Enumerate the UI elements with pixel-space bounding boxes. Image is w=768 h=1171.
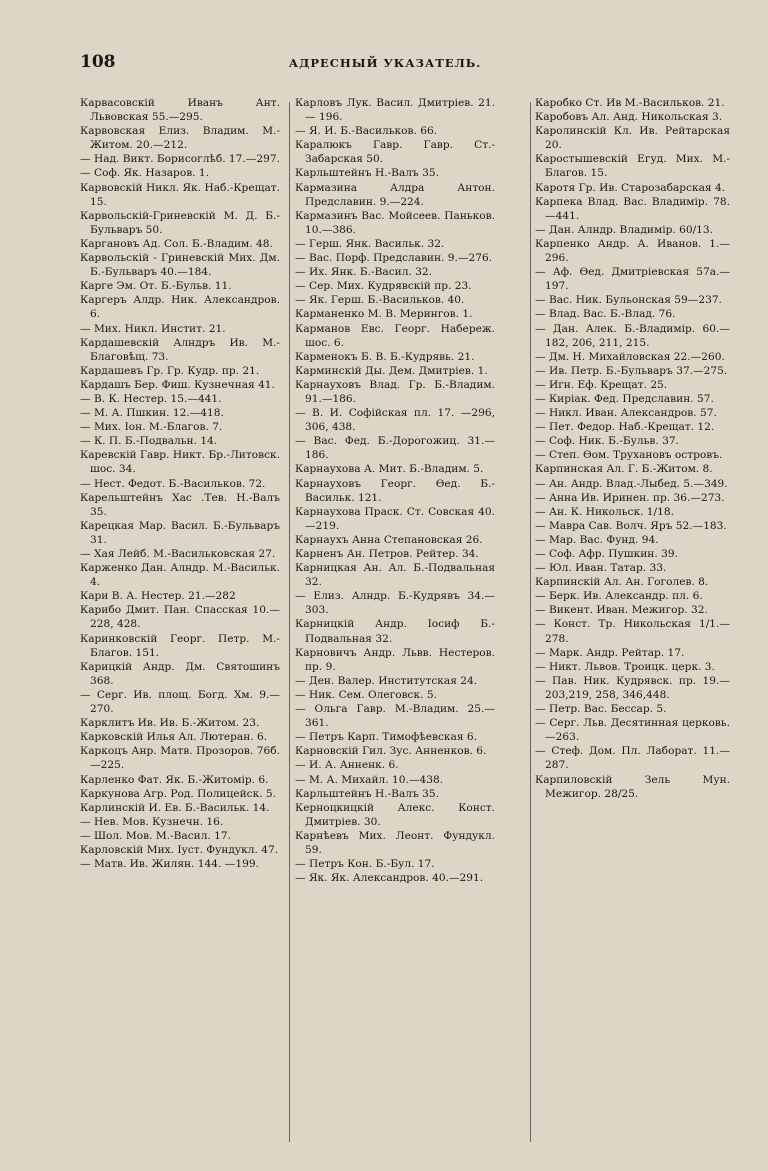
directory-entry: — Петр. Вас. Бессар. 5. bbox=[535, 703, 667, 716]
directory-entry: Каробко Ст. Ив М.-Васильков. 21. bbox=[535, 97, 725, 109]
directory-entry: Керноцкицкій Алекс. Конст. Дмитріев. 30. bbox=[295, 801, 495, 828]
directory-entry: — М. А. Пшкин. 12.—418. bbox=[80, 407, 224, 420]
directory-entry: Каростышевскій Егуд. Мих. М.-Благов. 15. bbox=[535, 153, 730, 180]
running-title: АДРЕСНЫЙ УКАЗАТЕЛЬ. bbox=[288, 56, 482, 70]
directory-entry: Карловскій Мих. Іуст. Фундукл. 47. bbox=[80, 843, 279, 856]
directory-entry: — Никл. Иван. Александров. 57. bbox=[535, 407, 717, 420]
directory-entry: Кардашъ Бер. Фиш. Кузнечная 41. bbox=[80, 378, 275, 391]
directory-entry: Карницкая Ан. Ал. Б.-Подвальная 32. bbox=[295, 562, 495, 589]
directory-entry: Карвасовскій Иванъ Ант. Львовская 55.—295. bbox=[80, 97, 280, 124]
directory-entry: Карленко Фат. Як. Б.-Житомір. 6. bbox=[80, 773, 269, 786]
directory-entry: Карковскій Илья Ал. Лютеран. 6. bbox=[80, 731, 268, 744]
directory-entry: Карнаухова А. Мит. Б.-Владим. 5. bbox=[295, 463, 484, 476]
directory-entry: Карменокъ Б. В. Б.-Кудрявь. 21. bbox=[295, 350, 475, 363]
directory-entry: — Шол. Мов. М.-Васил. 17. bbox=[80, 829, 232, 842]
directory-entry: Каринковскій Георг. Петр. М.-Благов. 151. bbox=[80, 632, 280, 659]
directory-entry: — Соф. Як. Назаров. 1. bbox=[80, 167, 209, 180]
directory-entry: Карминскій Ды. Дем. Дмитріев. 1. bbox=[295, 364, 488, 377]
directory-entry: — Ден. Валер. Институтская 24. bbox=[295, 674, 478, 687]
directory-entry: — Влад. Вас. Б.-Влад. 76. bbox=[535, 308, 676, 321]
directory-entry: Каралюкъ Гавр. Гавр. Ст.-Забарская 50. bbox=[295, 139, 495, 166]
directory-entry: — Ник. Сем. Олеговск. 5. bbox=[295, 688, 437, 701]
page-number: 108 bbox=[80, 52, 116, 72]
directory-entry: Карпека Влад. Вас. Владимір. 78.—441. bbox=[535, 195, 730, 222]
directory-entry: — Вас. Фед. Б.-Дорогожиц. 31.—186. bbox=[295, 435, 495, 462]
directory-entry: Карклитъ Ив. Ив. Б.-Житом. 23. bbox=[80, 717, 260, 730]
column-3 bbox=[535, 96, 730, 1146]
directory-entry: — Ив. Петр. Б.-Бульваръ 37.—275. bbox=[535, 364, 728, 377]
directory-entry: Карманенко М. В. Мерингов. 1. bbox=[295, 308, 473, 321]
directory-entry: — Дан. Алек. Б.-Владимір. 60.—182, 206, 211, 215. bbox=[535, 322, 730, 349]
directory-entry: Карвовскій Никл. Як. Наб.-Крещат. 15. bbox=[80, 181, 280, 208]
directory-entry: — Як. Як. Александров. 40.—291. bbox=[295, 872, 484, 885]
directory-entry: Карецкая Мар. Васил. Б.-Бульваръ 31. bbox=[80, 519, 280, 546]
directory-entry: — Серг. Льв. Десятинная церковь.—263. bbox=[535, 717, 730, 744]
directory-entry: — Пав. Ник. Кудрявск. пр. 19.—203,219, 258, 346,448. bbox=[535, 674, 730, 701]
directory-entry: Карвольскій-Гриневскій М. Д. Б.-Бульваръ 50. bbox=[80, 209, 280, 236]
directory-entry: — Ан. К. Никольск. 1/18. bbox=[535, 505, 674, 518]
directory-entry: — Анна Ив. Иринен. пр. 36.—273. bbox=[535, 491, 725, 504]
directory-entry: Карльштейнъ Н.-Валъ 35. bbox=[295, 787, 439, 800]
directory-entry: — Конст. Тр. Никольская 1/1.— 278. bbox=[535, 618, 730, 645]
directory-entry: — Мар. Вас. Фунд. 94. bbox=[535, 533, 659, 546]
directory-entry: Каргановъ Ад. Сол. Б.-Владим. 48. bbox=[80, 237, 273, 250]
directory-entry: Карвольскій - Гриневскій Мих. Дм. Б.-Бульваръ 40.—184. bbox=[80, 252, 280, 279]
directory-entry: Каркунова Агр. Род. Полицейск. 5. bbox=[80, 787, 277, 800]
directory-entry: — Аф. Ѳед. Дмитріевская 57а.—197. bbox=[535, 266, 730, 293]
column-2 bbox=[295, 96, 495, 1146]
directory-entry: — Сер. Мих. Кудрявскій пр. 23. bbox=[295, 280, 472, 293]
directory-entry: Карицкій Андр. Дм. Святошинъ 368. bbox=[80, 660, 280, 687]
directory-entry: — К. П. Б.-Подвальн. 14. bbox=[80, 435, 218, 448]
directory-entry: — Мавра Сав. Волч. Яръ 52.—183. bbox=[535, 519, 727, 532]
directory-entry: — Дан. Алндр. Владимір. 60/13. bbox=[535, 223, 713, 236]
directory-entry: — Герш. Янк. Васильк. 32. bbox=[295, 237, 445, 250]
directory-entry: — Киріак. Фед. Предславин. 57. bbox=[535, 392, 714, 405]
directory-entry: Карнауховъ Влад. Гр. Б.-Владим. 91.—186. bbox=[295, 378, 495, 405]
directory-entry: — В. К. Нестер. 15.—441. bbox=[80, 392, 222, 405]
directory-entry: Кармазина Алдра Антон. Предславин. 9.—224. bbox=[295, 181, 495, 208]
directory-columns bbox=[80, 96, 730, 1146]
directory-entry: Карльштейнъ Н.-Валъ 35. bbox=[295, 167, 439, 180]
directory-entry: Карпинская Ал. Г. Б.-Житом. 8. bbox=[535, 463, 713, 476]
directory-entry: — Ан. Андр. Влад.-Лыбед. 5.—349. bbox=[535, 477, 728, 490]
directory-entry: Карибо Дмит. Пан. Спасская 10.—228, 428. bbox=[80, 604, 280, 631]
directory-entry: Кардашевъ Гр. Гр. Кудр. пр. 21. bbox=[80, 364, 260, 377]
directory-entry: — Викент. Иван. Межигор. 32. bbox=[535, 604, 708, 617]
directory-entry: — Соф. Афр. Пушкин. 39. bbox=[535, 548, 678, 560]
directory-entry: Карпиловскій Зель Мун. Межигор. 28/25. bbox=[535, 773, 730, 800]
directory-entry: Карвовская Елиз. Владим. М.-Житом. 20.—212. bbox=[80, 125, 280, 152]
directory-entry: Каробовъ Ал. Анд. Никольская 3. bbox=[535, 111, 723, 124]
directory-entry: — Петръ Карп. Тимофѣевская 6. bbox=[295, 731, 477, 744]
directory-entry: — В. И. Софійская пл. 17. —296, 306, 438. bbox=[295, 407, 495, 434]
directory-entry: — Юл. Иван. Татар. 33. bbox=[535, 562, 667, 575]
directory-entry: Кармазинъ Вас. Мойсеев. Паньков. 10.—386. bbox=[295, 209, 495, 236]
directory-entry: Карпенко Андр. А. Иванов. 1.—296. bbox=[535, 237, 730, 265]
directory-entry: — М. А. Михайл. 10.—438. bbox=[295, 773, 444, 786]
directory-entry: Каргеръ Алдр. Ник. Александров. 6. bbox=[80, 294, 280, 321]
directory-entry: Карновичъ Андр. Львв. Нестеров. пр. 9. bbox=[295, 646, 495, 673]
directory-entry: — Вас. Ник. Бульонская 59—237. bbox=[535, 294, 722, 307]
directory-entry: — Марк. Андр. Рейтар. 17. bbox=[535, 646, 685, 659]
directory-entry: Карловъ Лук. Васил. Дмитріев. 21.— 196. bbox=[295, 97, 495, 124]
directory-entry: Карге Эм. От. Б.-Бульв. 11. bbox=[80, 280, 232, 293]
directory-entry: — Серг. Ив. площ. Богд. Хм. 9.—270. bbox=[80, 688, 280, 716]
directory-entry: — Игн. Еф. Крещат. 25. bbox=[535, 378, 668, 391]
directory-entry: — Нест. Федот. Б.-Васильков. 72. bbox=[80, 477, 266, 490]
directory-entry: Каревскій Гавр. Никт. Бр.-Литовск. шос. 34. bbox=[80, 449, 280, 476]
directory-entry: Каролинскій Кл. Ив. Рейтарская 20. bbox=[535, 125, 730, 152]
directory-entry: — Нев. Мов. Кузнечн. 16. bbox=[80, 815, 224, 828]
directory-entry: — Матв. Ив. Жилян. 144. —199. bbox=[80, 858, 259, 871]
directory-entry: Карнауховъ Георг. Ѳед. Б.-Васильк. 121. bbox=[295, 477, 495, 504]
directory-entry: Карницкій Андр. Іосиф Б.-Подвальная 32. bbox=[295, 618, 495, 645]
directory-entry: Карельштейнъ Хас .Тев. Н.-Валъ 35. bbox=[80, 491, 280, 518]
directory-entry: Карнаухъ Анна Степановская 26. bbox=[295, 533, 483, 546]
directory-entry: Карлинскій И. Ев. Б.-Васильк. 14. bbox=[80, 801, 270, 814]
directory-entry: — Вас. Порф. Предславин. 9.—276. bbox=[295, 252, 493, 265]
column-1 bbox=[80, 96, 280, 1146]
directory-entry: Карманов Евс. Георг. Набереж. шос. 6. bbox=[295, 322, 495, 349]
directory-entry: — Никт. Львов. Троицк. церк. 3. bbox=[535, 660, 715, 673]
directory-entry: Кардашевскій Алндръ Ив. М.-Благовѣщ. 73. bbox=[80, 336, 280, 363]
directory-entry: — Дм. Н. Михайловская 22.—260. bbox=[535, 350, 725, 363]
directory-entry: — Их. Янк. Б.-Васил. 32. bbox=[295, 266, 433, 279]
directory-entry: Карненъ Ан. Петров. Рейтер. 34. bbox=[295, 548, 479, 560]
directory-entry: Карновскій Гил. Зус. Анненков. 6. bbox=[295, 745, 487, 758]
directory-entry: Каротя Гр. Ив. Старозабарская 4. bbox=[535, 181, 726, 194]
directory-entry: — Ольга Гавр. М.-Владим. 25.—361. bbox=[295, 703, 495, 730]
directory-entry: — Стеф. Дом. Пл. Лаборат. 11.—287. bbox=[535, 745, 730, 772]
directory-entry: Карнѣевъ Мих. Леонт. Фундукл. 59. bbox=[295, 829, 495, 856]
directory-entry: — Мих. Никл. Инстит. 21. bbox=[80, 322, 226, 335]
directory-entry: Карнаухова Праск. Ст. Совская 40.—219. bbox=[295, 505, 495, 532]
directory-entry: Карженко Дан. Алндр. М.-Васильк. 4. bbox=[80, 562, 280, 589]
directory-entry: — Я. И. Б.-Васильков. 66. bbox=[295, 125, 438, 138]
directory-entry: — И. А. Анненк. 6. bbox=[295, 759, 399, 772]
directory-entry: — Елиз. Алндр. Б.-Кудрявъ 34.—303. bbox=[295, 590, 495, 617]
directory-entry: — Берк. Ив. Александр. пл. 6. bbox=[535, 590, 703, 603]
directory-entry: Кари В. А. Нестер. 21.—282 bbox=[80, 590, 236, 603]
page-header bbox=[80, 52, 690, 74]
directory-entry: — Степ. Ѳом. Трухановъ островъ. bbox=[535, 449, 723, 462]
directory-entry: Карпинскій Ал. Ан. Гоголев. 8. bbox=[535, 576, 709, 589]
directory-entry: Каркоцъ Анр. Матв. Прозоров. 76б.—225. bbox=[80, 745, 280, 772]
directory-entry: — Пет. Федор. Наб.-Крещат. 12. bbox=[535, 421, 715, 434]
directory-entry: — Хая Лейб. М.-Васильковская 27. bbox=[80, 548, 276, 560]
directory-entry: — Петръ Кон. Б.-Бул. 17. bbox=[295, 858, 435, 871]
directory-entry: — Соф. Ник. Б.-Бульв. 37. bbox=[535, 435, 679, 448]
directory-entry: — Як. Герш. Б.-Васильков. 40. bbox=[295, 294, 465, 307]
directory-entry: — Над. Викт. Борисоглѣб. 17.—297. bbox=[80, 153, 280, 166]
directory-entry: — Мих. Іон. М.-Благов. 7. bbox=[80, 421, 223, 434]
